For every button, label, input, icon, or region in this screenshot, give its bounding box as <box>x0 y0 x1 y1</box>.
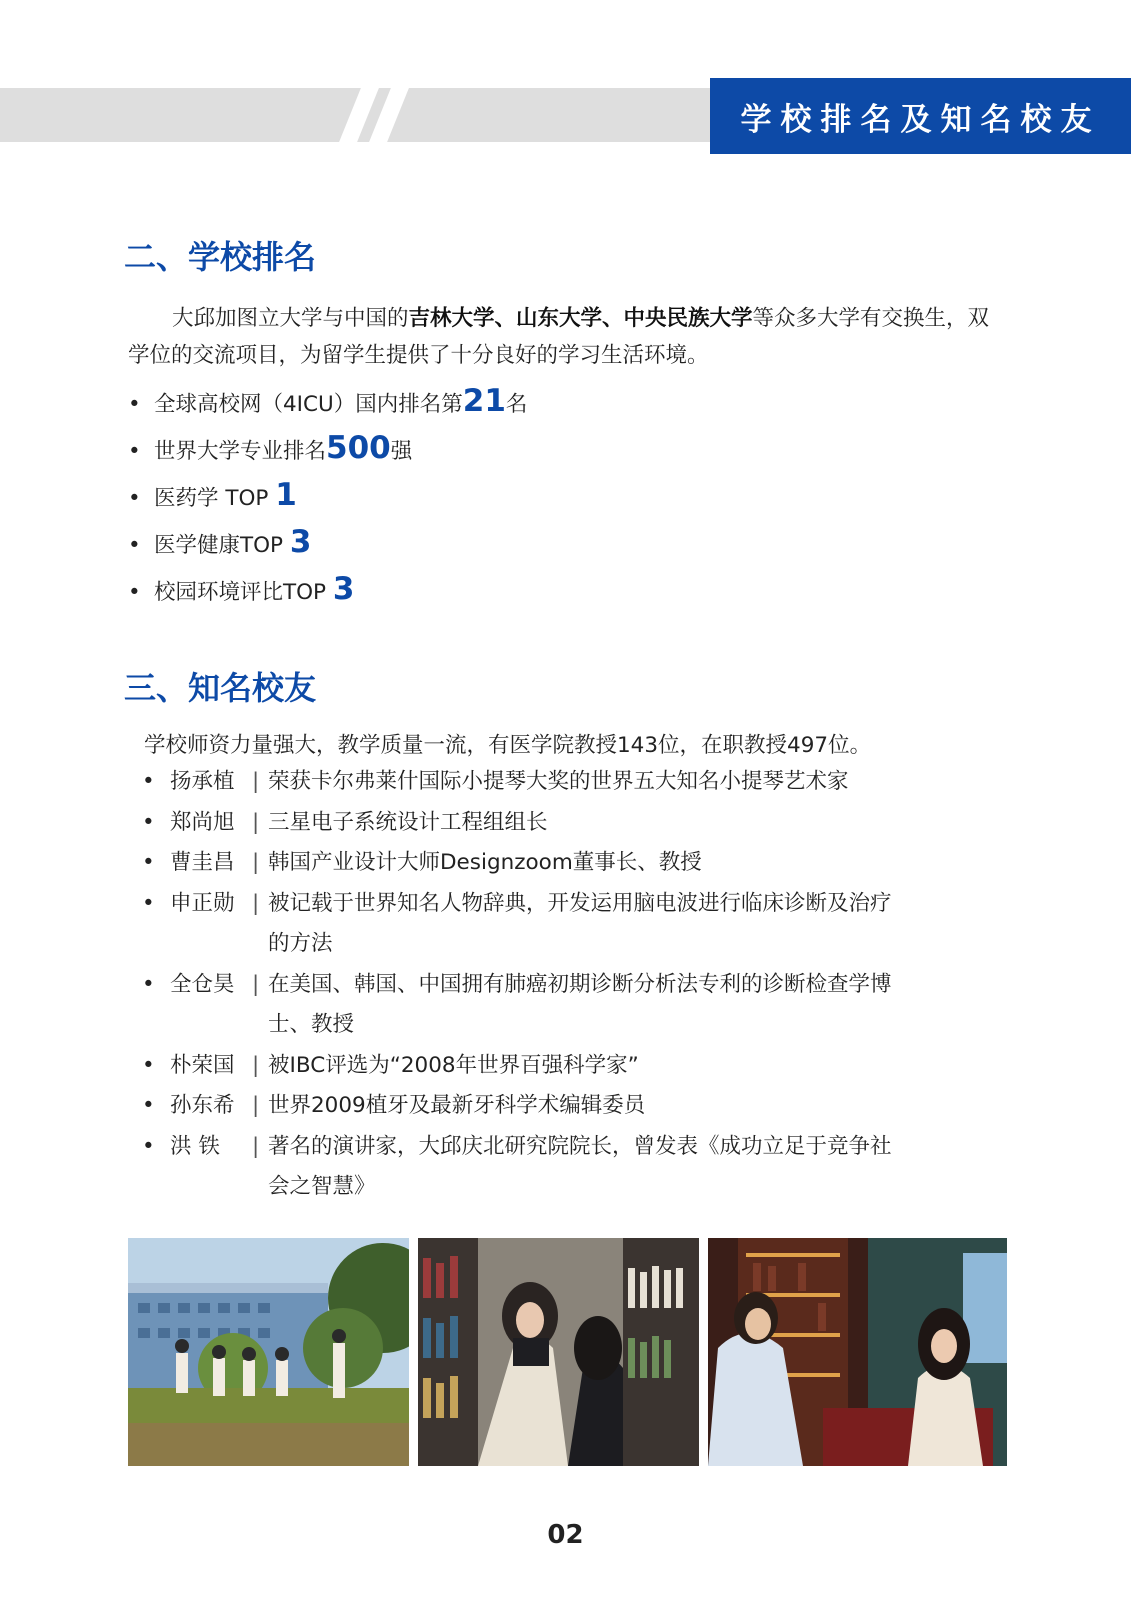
alumni-item: • 申正勋 | 被记载于世界知名人物辞典，开发运用脑电波进行临床诊断及治疗的方法 <box>142 884 902 965</box>
ranking-section-title: 二、学校排名 <box>124 238 317 276</box>
alumni-item: • 孙东希 | 世界2009植牙及最新牙科学术编辑委员 <box>142 1086 902 1127</box>
alumni-list <box>142 762 902 1208</box>
lounge-photo <box>708 1238 1007 1466</box>
alumni-desc: 在美国、韩国、中国拥有肺癌初期诊断分析法专利的诊断检查学博士、教授 <box>268 971 892 1037</box>
header-title: 学校排名及知名校友 <box>710 78 1131 154</box>
ranking-list <box>128 378 527 613</box>
alumni-item: • 曹圭昌 | 韩国产业设计大师Designzoom董事长、教授 <box>142 843 902 884</box>
alumni-section-title: 三、知名校友 <box>124 669 317 707</box>
alumni-item: • 全仓昊 | 在美国、韩国、中国拥有肺癌初期诊断分析法专利的诊断检查学博士、教授 <box>142 965 902 1046</box>
ranking-intro: 大邱加图立大学与中国的吉林大学、山东大学、中央民族大学等众多大学有交换生，双学位的交流项目，为留学生提供了十分良好的学习生活环境。 <box>128 306 990 368</box>
alumni-name: 全仓昊 <box>170 971 235 997</box>
alumni-name: 孙东希 <box>170 1093 235 1118</box>
alumni-desc: 被IBC评选为“2008年世界百强科学家” <box>268 1052 639 1078</box>
alumni-desc: 著名的演讲家，大邱庆北研究院院长，曾发表《成功立足于竞争社会之智慧》 <box>268 1133 892 1199</box>
ranking-item: • 医药学 TOP 1 <box>128 477 297 513</box>
ranking-item: • 医学健康TOP 3 <box>128 524 312 560</box>
ranking-item: • 校园环境评比TOP 3 <box>128 571 355 607</box>
alumni-desc: 三星电子系统设计工程组组长 <box>268 809 548 835</box>
alumni-name: 朴荣国 <box>170 1052 235 1078</box>
alumni-name: 郑尚旭 <box>170 809 235 835</box>
alumni-item: • 郑尚旭 | 三星电子系统设计工程组组长 <box>142 803 902 844</box>
library-photo <box>418 1238 699 1466</box>
alumni-desc: 世界2009植牙及最新牙科学术编辑委员 <box>268 1093 646 1118</box>
alumni-name: 申正勋 <box>170 890 235 916</box>
alumni-name: 曹圭昌 <box>170 850 235 875</box>
page-number: 02 <box>547 1520 584 1550</box>
alumni-name: 洪 铁 <box>170 1133 220 1159</box>
alumni-desc: 韩国产业设计大师Designzoom董事长、教授 <box>268 850 702 875</box>
ranking-item: • 世界大学专业排名500强 <box>128 430 413 466</box>
alumni-item: • 扬承植 | 荣获卡尔弗莱什国际小提琴大奖的世界五大知名小提琴艺术家 <box>142 762 902 803</box>
alumni-desc: 被记载于世界知名人物辞典，开发运用脑电波进行临床诊断及治疗的方法 <box>268 890 892 956</box>
alumni-item: • 朴荣国 | 被IBC评选为“2008年世界百强科学家” <box>142 1046 902 1087</box>
campus-photo <box>128 1238 409 1466</box>
alumni-name: 扬承植 <box>170 769 235 794</box>
ranking-item: • 全球高校网（4ICU）国内排名第21名 <box>128 383 528 419</box>
alumni-intro: 学校师资力量强大，教学质量一流，有医学院教授143位，在职教授497位。 <box>144 733 872 758</box>
alumni-item: • 洪 铁 | 著名的演讲家，大邱庆北研究院院长，曾发表《成功立足于竞争社会之智慧》 <box>142 1127 902 1208</box>
alumni-desc: 荣获卡尔弗莱什国际小提琴大奖的世界五大知名小提琴艺术家 <box>268 769 849 794</box>
